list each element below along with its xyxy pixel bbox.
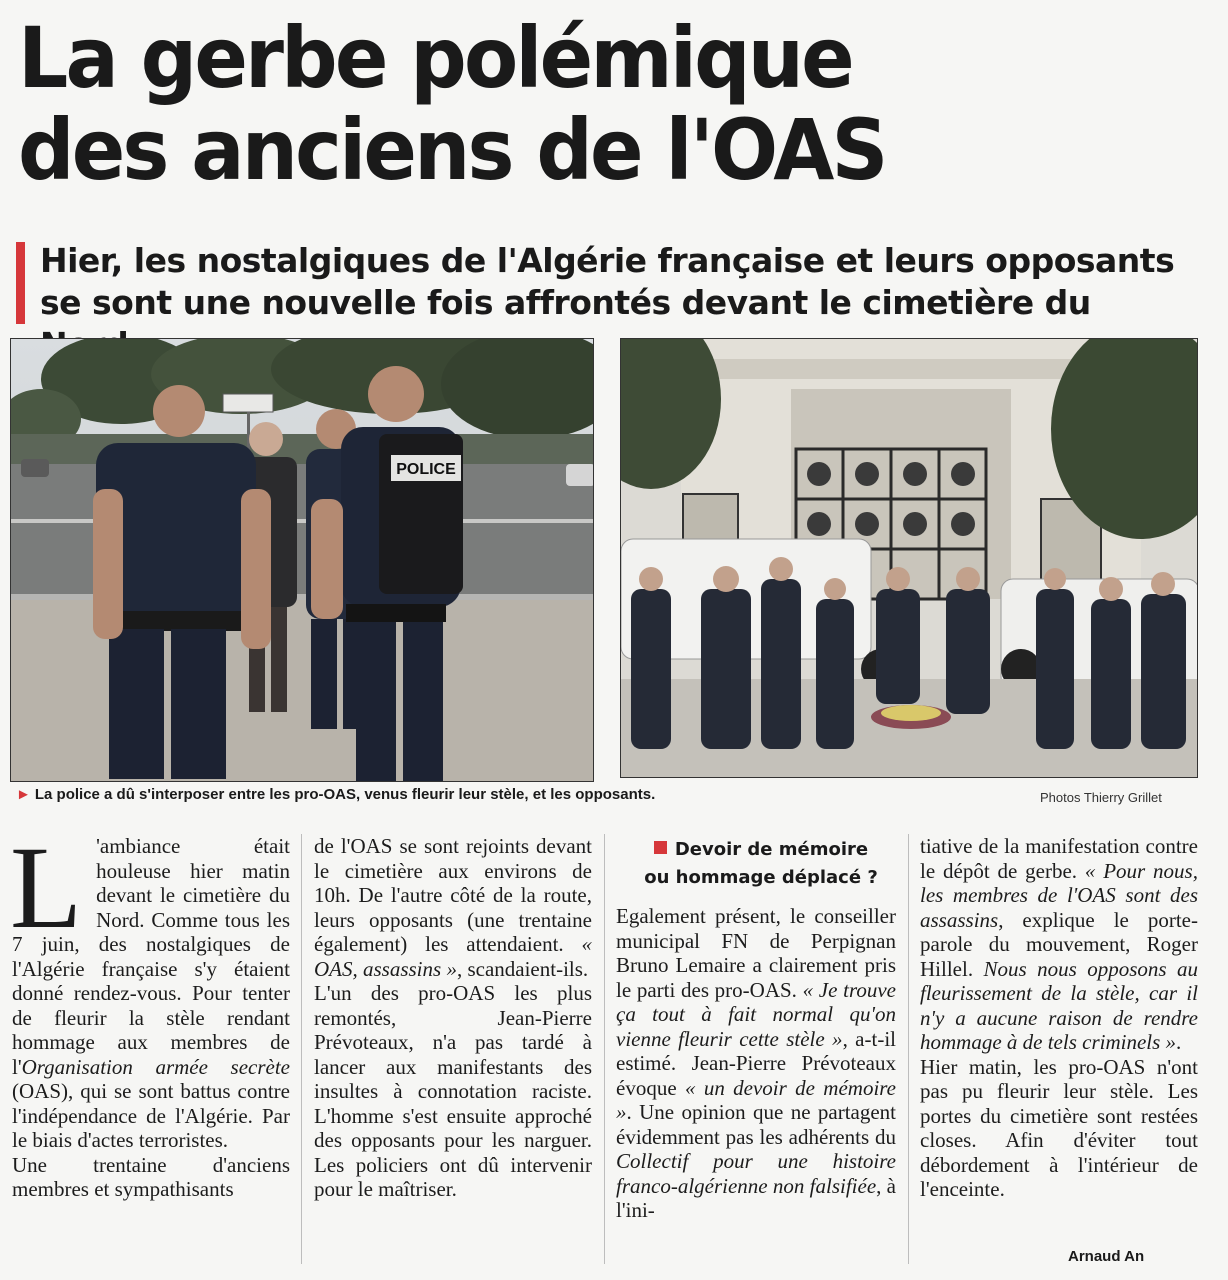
deck: Hier, les nostalgiques de l'Algérie française et leurs opposants se sont une nouvelle fois affrontés devant le cimetière du: [40, 241, 1175, 322]
article-paragraph: [314, 834, 592, 981]
article-text: , explique le porte-parole du mouvement, Roger Hillel.: [920, 907, 1198, 981]
article-text: , scandaient-ils.: [456, 956, 589, 981]
article-column-3: [616, 904, 896, 1223]
article-text-italic: Organisation armée secrète: [21, 1054, 290, 1079]
article-text: , à l'ini-: [616, 1173, 896, 1222]
subhead-marker-icon: [654, 841, 667, 854]
article-text-italic: Nous nous opposons au fleurissement de la stèle, car il n'y a aucune raison de rendre hommage à de tels criminels »: [920, 956, 1199, 1054]
photo-cemetery-gate-image: [621, 339, 1198, 778]
photo-caption: [16, 786, 655, 803]
police-vest-label: POLICE: [396, 461, 456, 478]
drop-cap: L: [10, 822, 83, 953]
article-text: , a-t-il estimé. Jean-Pierre Prévoteaux évoque: [616, 1026, 896, 1100]
article-column-1: [10, 822, 290, 1202]
photo-caption-text: La police a dû s'interposer entre les pro-OAS, venus fleurir leur stèle, et les opposants.: [34, 786, 656, 803]
article-text: de l'OAS se sont rejoints devant le cimetière aux environs de 10h. De l'autre côté de la route, leurs opposants (une trentaine également) les attendaient.: [314, 834, 592, 956]
article-paragraph: L'un des pro-OAS les plus remontés, Jean-Pierre Prévoteaux, n'a pas tardé à lancer aux manifestants des insultes à connotation raciste. L'homme s'est ensuite approché des opposants pour les narguer. Les policiers ont dû intervenir pour le maîtriser.: [314, 981, 592, 1201]
photo-credit: Photos Thierry Grillet: [1040, 790, 1162, 805]
subhead: [626, 836, 896, 892]
photo-cemetery-gate: [620, 338, 1198, 778]
subhead-line-2: ou hommage déplacé ?: [644, 867, 878, 888]
article-text: 'ambiance était houleuse hier matin devant le cimetière du Nord. Comme tous les 7 juin, des nostalgiques de l'Algérie française s'y étaient donné rendez-vous. Pour tenter de fleurir la stèle rendant hommage aux membres de l': [12, 834, 290, 1079]
article-text: tiative de la manifestation contre le dépôt de gerbe.: [920, 834, 1198, 883]
caption-marker-icon: ►: [16, 786, 31, 803]
article-text: .: [1176, 1030, 1182, 1054]
column-rule: [301, 834, 302, 1264]
article-text-italic: Collectif pour une histoire franco-algérienne non falsifiée: [616, 1149, 896, 1198]
subhead-line-1: Devoir de mémoire: [674, 839, 869, 860]
article-paragraph: [10, 822, 290, 1153]
article-text-italic: « Pour nous, les membres de l'OAS sont des assassins: [920, 858, 1198, 932]
column-rule: [908, 834, 909, 1264]
article-column-4: [920, 834, 1198, 1202]
author-signature: Arnaud An: [1068, 1248, 1145, 1265]
article-paragraph: Une trentaine d'anciens membres et sympathisants: [12, 1152, 290, 1201]
article-paragraph: Hier matin, les pro-OAS n'ont pas pu fleurir leur stèle. Les portes du cimetière sont restées closes. Afin d'éviter tout débordement à l'intérieur de l'enceinte.: [920, 1054, 1198, 1201]
article-text-italic: « Je trouve ça tout à fait normal qu'on vienne fleurir cette stèle »: [616, 977, 896, 1051]
article-paragraph: [616, 904, 896, 1223]
photo-police: [10, 338, 594, 782]
headline-line-2: des anciens de l'OAS: [18, 101, 886, 199]
article-text-italic: « OAS, assassins »: [314, 932, 592, 981]
article-paragraph: [920, 834, 1198, 1055]
photo-police-image: [11, 339, 594, 782]
headline-line-1: La gerbe polémique: [18, 9, 852, 107]
article-text: (OAS), qui se sont battus contre l'indépendance de l'Algérie. Par le biais d'actes terroristes.: [12, 1079, 290, 1152]
headline: [18, 9, 958, 199]
deck-accent-bar: [16, 242, 25, 324]
article-column-2: [314, 834, 592, 1202]
article-text: . Une opinion que ne partagent évidemment pas les adhérents du: [616, 1100, 896, 1149]
article-text-italic: « un devoir de mémoire »: [616, 1075, 896, 1124]
article-text: Egalement présent, le conseiller municipal FN de Perpignan Bruno Lemaire a clairement pris le parti des pro-OAS.: [616, 904, 896, 1002]
column-rule: [604, 834, 605, 1264]
